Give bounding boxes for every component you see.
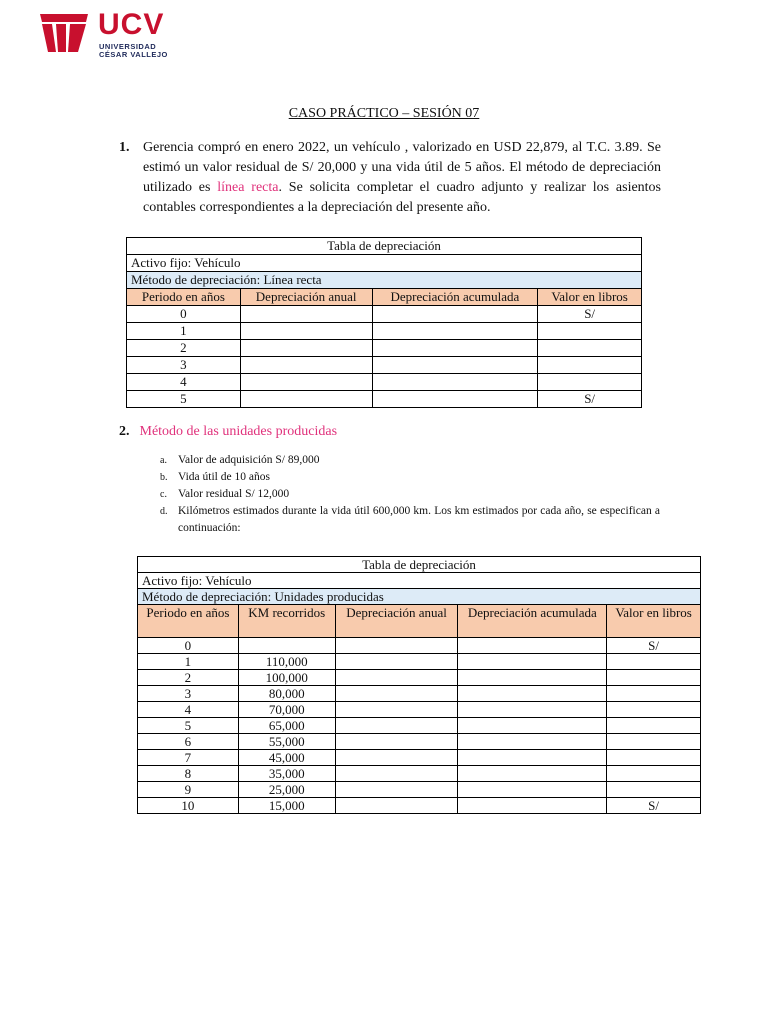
table-cell (335, 638, 458, 654)
table-cell (335, 750, 458, 766)
table-cell: S/ (538, 391, 642, 408)
table-cell: 25,000 (238, 782, 335, 798)
table-2-method-row (138, 589, 701, 605)
table-row (138, 718, 701, 734)
table-cell (538, 357, 642, 374)
table-cell (372, 357, 538, 374)
table-cell (607, 702, 701, 718)
table-cell (335, 670, 458, 686)
table-cell (538, 340, 642, 357)
table-row (138, 750, 701, 766)
table-cell (372, 391, 538, 408)
list-item-letter: c. (160, 489, 167, 500)
depreciation-table-2 (137, 556, 701, 814)
table-cell (335, 718, 458, 734)
table-row (138, 702, 701, 718)
list-item (160, 469, 660, 486)
table-cell (240, 340, 372, 357)
table-cell (335, 734, 458, 750)
table-cell (538, 323, 642, 340)
ucv-logo (38, 8, 178, 59)
table-cell: 8 (138, 766, 239, 782)
question-1 (119, 138, 661, 218)
table-cell (458, 798, 607, 814)
logo-line-1: UNIVERSIDAD (99, 42, 157, 51)
table-cell (372, 323, 538, 340)
table-cell: 3 (138, 686, 239, 702)
table-cell (335, 702, 458, 718)
table-cell (372, 306, 538, 323)
depreciation-table-1 (126, 237, 642, 408)
table-cell (607, 766, 701, 782)
table-cell (607, 654, 701, 670)
table-cell (458, 638, 607, 654)
table-cell: 5 (138, 718, 239, 734)
table-row (127, 374, 642, 391)
table-cell: 100,000 (238, 670, 335, 686)
table-cell: 110,000 (238, 654, 335, 670)
table-cell (335, 686, 458, 702)
table-2-header: KM recorridos (238, 605, 335, 638)
table-row (138, 638, 701, 654)
table-cell (240, 391, 372, 408)
table-cell (335, 798, 458, 814)
table-2-method: Método de depreciación: Unidades producidas (138, 589, 701, 605)
table-cell (458, 718, 607, 734)
table-2-header-row (138, 605, 701, 638)
table-cell (458, 766, 607, 782)
question-2-number: 2. (119, 424, 130, 439)
table-cell: 1 (127, 323, 241, 340)
list-item-text: Valor de adquisición S/ 89,000 (178, 454, 320, 466)
table-cell (458, 782, 607, 798)
table-cell: S/ (607, 638, 701, 654)
list-item-text: Vida útil de 10 años (178, 471, 270, 483)
table-cell (607, 782, 701, 798)
table-2-header: Depreciación anual (335, 605, 458, 638)
table-1-asset-row (127, 255, 642, 272)
table-cell (240, 306, 372, 323)
table-cell (458, 750, 607, 766)
table-cell (335, 766, 458, 782)
table-1-method: Método de depreciación: Línea recta (127, 272, 642, 289)
table-1-header: Valor en libros (538, 289, 642, 306)
table-2-asset: Activo fijo: Vehículo (138, 573, 701, 589)
table-cell (458, 654, 607, 670)
table-cell: 10 (138, 798, 239, 814)
list-item (160, 503, 660, 537)
table-cell (607, 686, 701, 702)
table-cell: 7 (138, 750, 239, 766)
table-cell: 4 (127, 374, 241, 391)
table-cell (607, 670, 701, 686)
table-cell (335, 654, 458, 670)
table-row (127, 391, 642, 408)
table-cell: 70,000 (238, 702, 335, 718)
table-cell (238, 638, 335, 654)
table-row (127, 340, 642, 357)
table-cell: 2 (138, 670, 239, 686)
table-cell (458, 734, 607, 750)
table-cell (607, 718, 701, 734)
table-cell (607, 750, 701, 766)
table-cell (607, 734, 701, 750)
table-1-title-row (127, 238, 642, 255)
table-2-title-row (138, 557, 701, 573)
question-1-highlight: línea recta (217, 180, 279, 195)
table-cell (538, 374, 642, 391)
table-1-title: Tabla de depreciación (127, 238, 642, 255)
table-row (138, 654, 701, 670)
table-2-title: Tabla de depreciación (138, 557, 701, 573)
list-item-text: Kilómetros estimados durante la vida útil 600,000 km. Los km estimados por cada año, se especifican a continuación: (178, 505, 660, 534)
table-1-header: Depreciación anual (240, 289, 372, 306)
table-cell: 15,000 (238, 798, 335, 814)
table-cell (458, 702, 607, 718)
table-cell (372, 374, 538, 391)
table-2-header: Periodo en años (138, 605, 239, 638)
table-cell: S/ (538, 306, 642, 323)
logo-wordmark: UCV (98, 8, 165, 41)
table-2-header: Valor en libros (607, 605, 701, 638)
table-row (127, 306, 642, 323)
table-cell: S/ (607, 798, 701, 814)
table-cell: 9 (138, 782, 239, 798)
table-2-asset-row (138, 573, 701, 589)
question-2-label: Método de las unidades producidas (139, 424, 338, 439)
question-2-items (160, 452, 660, 537)
table-cell (458, 670, 607, 686)
list-item-letter: d. (160, 506, 168, 517)
table-cell: 5 (127, 391, 241, 408)
table-row (138, 766, 701, 782)
logo-line-2: CÉSAR VALLEJO (99, 50, 168, 59)
page-title: CASO PRÁCTICO – SESIÓN 07 (288, 106, 480, 121)
table-cell: 80,000 (238, 686, 335, 702)
table-1-method-row (127, 272, 642, 289)
table-cell: 0 (127, 306, 241, 323)
table-1-header: Depreciación acumulada (372, 289, 538, 306)
table-cell: 3 (127, 357, 241, 374)
question-2 (119, 424, 337, 440)
table-cell: 65,000 (238, 718, 335, 734)
table-1-header-row (127, 289, 642, 306)
table-cell: 6 (138, 734, 239, 750)
list-item (160, 486, 660, 503)
table-cell: 2 (127, 340, 241, 357)
question-1-number: 1. (119, 140, 130, 155)
table-row (138, 734, 701, 750)
table-cell (458, 686, 607, 702)
table-cell (372, 340, 538, 357)
question-1-text-b: . Se solicita completar el cuadro adjunto y realizar los asientos contables correspondientes a la depreciación del presente año. (143, 180, 662, 215)
table-cell (240, 323, 372, 340)
question-1-text-a: Gerencia compró en enero 2022, un vehículo , valorizado en USD 22,879, al T.C. 3.89. Se estimó un valor residual de S/ 20,000 y una vida útil de 5 años. El método de depreciación utilizado es (143, 140, 661, 195)
table-cell: 4 (138, 702, 239, 718)
table-cell: 0 (138, 638, 239, 654)
table-cell (240, 357, 372, 374)
table-cell: 1 (138, 654, 239, 670)
list-item (160, 452, 660, 469)
ucv-shield-icon (38, 12, 90, 54)
table-row (127, 357, 642, 374)
table-cell (335, 782, 458, 798)
list-item-letter: a. (160, 455, 167, 466)
table-row (138, 686, 701, 702)
table-cell: 35,000 (238, 766, 335, 782)
question-1-text (143, 138, 661, 218)
table-cell: 45,000 (238, 750, 335, 766)
table-2-header: Depreciación acumulada (458, 605, 607, 638)
table-row (127, 323, 642, 340)
list-item-text: Valor residual S/ 12,000 (178, 488, 290, 500)
table-row (138, 798, 701, 814)
table-1-asset: Activo fijo: Vehículo (127, 255, 642, 272)
table-row (138, 670, 701, 686)
table-1-header: Periodo en años (127, 289, 241, 306)
list-item-letter: b. (160, 472, 168, 483)
table-cell: 55,000 (238, 734, 335, 750)
table-row (138, 782, 701, 798)
table-cell (240, 374, 372, 391)
